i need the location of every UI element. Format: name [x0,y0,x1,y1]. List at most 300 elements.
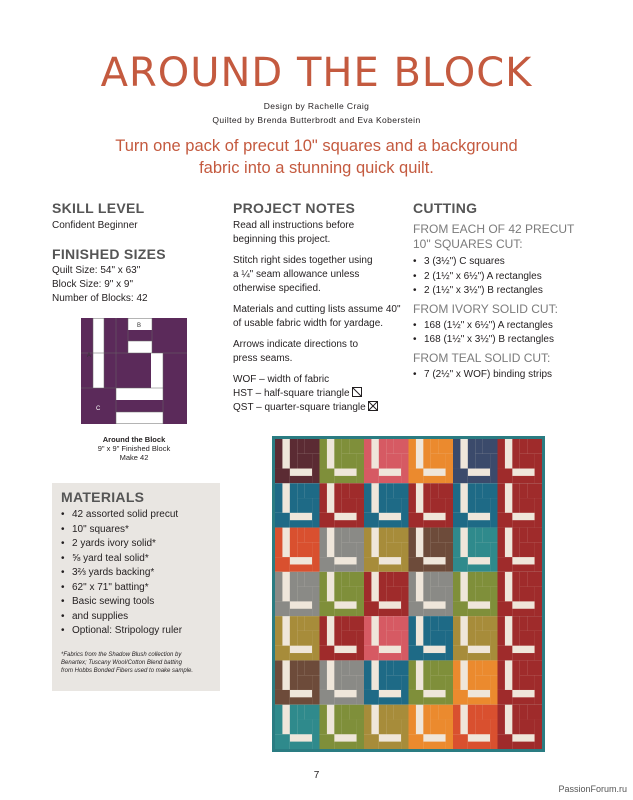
quilt-patch [320,690,335,705]
cutting-item: • 168 (1½" x 6½") A rectangles [413,319,603,334]
quilt-patch [475,719,490,734]
quilt-patch [409,557,424,572]
quilt-patch [357,542,364,572]
quilt-patch [498,513,513,528]
qst-text: QST – quarter-square triangle [233,402,366,413]
quilt-patch [290,697,312,704]
quilt-patch [512,660,519,690]
quilt-patch [290,742,312,749]
purple-strip [128,330,152,341]
quilt-patch [409,690,424,705]
quilt-patch [431,587,446,602]
quilt-patch [475,528,482,543]
quilt-patch [475,675,490,690]
quilt-patch [320,439,327,469]
quilt-patch [423,572,430,602]
quilt-patch [490,498,497,528]
quilt-patch [290,520,312,527]
wof-definition: WOF – width of fabric [233,374,330,385]
quilt-patch [431,439,438,454]
quilt-patch [386,660,393,675]
block-size: Block Size: 9" x 9" [52,279,134,290]
quilt-patch [349,439,364,454]
quilt-patch [275,601,290,616]
quilt-patch [320,601,335,616]
quilt-patch [401,587,408,617]
note-line: *Fabrics from the Shadow Blush collection by [61,652,182,658]
quilt-patch [349,660,364,675]
block-caption [61,435,207,462]
quilt-patch [475,454,490,469]
cutting-list-2 [413,319,603,348]
quilt-patch [305,660,320,675]
purple-square [116,353,151,388]
quilt-patch [423,483,430,513]
quilt-patch [320,616,327,646]
quilt-patch [342,572,349,587]
note-text: Arrows indicate directions to [233,339,359,350]
block-count: Number of Blocks: 42 [52,293,148,304]
quilt-patch [512,653,534,660]
quilt-patch [409,483,416,513]
hst-definition [233,387,403,401]
quilt-patch [453,557,468,572]
quilt-patch [475,572,482,587]
quilt-patch [483,439,498,454]
quilt-patch [520,587,535,602]
quilt-patch [453,572,460,602]
quilt-patch [364,513,379,528]
quilt-patch [520,675,535,690]
quilt-patch [379,520,401,527]
quilt-patch [320,646,335,661]
materials-list [61,508,216,639]
quilt-patch [379,742,401,749]
quilt-patch [498,690,513,705]
purple-strip [116,400,163,412]
quilt-patch [446,542,453,572]
quilt-patch [453,660,460,690]
quilt-patch [342,675,357,690]
cutting-subheading: FROM IVORY SOLID CUT: [413,301,558,316]
quilt-patch [275,557,290,572]
page-number: 7 [313,770,320,781]
quilt-patch [490,675,497,705]
quilt-patch [305,616,320,631]
cutting-list-1 [413,255,603,299]
quilt-patch [386,542,401,557]
material-item: • Basic sewing tools [61,595,216,610]
quilt-patch [520,719,535,734]
quilt-patch [357,675,364,705]
quilt-patch [312,542,319,572]
quilt-patch [312,675,319,705]
quilt-patch [305,439,320,454]
quilt-patch [334,476,356,483]
quilt-patch [297,675,312,690]
quilt-patch [334,528,341,558]
quilt-patch [379,528,386,558]
material-item: • ⅝ yard teal solid* [61,552,216,567]
quilt-patch [431,483,438,498]
quilt-patch [334,742,356,749]
quilt-patch [520,483,527,498]
quilt-patch [349,572,364,587]
quilt-patch [498,557,513,572]
quilt-credit: Quilted by Brenda Butterbrodt and Eva Koberstein [212,115,421,125]
quilt-patch [431,616,438,631]
quilt-patch [290,705,297,735]
quilt-patch [453,690,468,705]
quilt-patch [320,572,327,602]
quilt-patch [386,439,393,454]
quilt-patch [512,439,519,469]
quilt-patch [290,609,312,616]
quilt-patch [490,719,497,749]
caption-title: Around the Block [102,435,166,444]
quilt-patch [364,572,371,602]
quilt-patch [305,572,320,587]
note-text: a ¼" seam allowance unless [233,269,360,280]
quilt-patch [423,528,430,558]
quilt-patch [357,587,364,617]
quilt-patch [394,616,409,631]
quilt-patch [297,454,312,469]
quilt-patch [453,483,460,513]
quilt-patch [401,542,408,572]
quilt-patch [409,616,416,646]
purple-strip [175,353,187,424]
quilt-patch [394,572,409,587]
quilt-patch [305,483,320,498]
quilt-patch [512,616,519,646]
quilt-patch [290,439,297,469]
cutting-heading: CUTTING [413,200,478,216]
quilt-patch [394,660,409,675]
cutting-item: • 2 (1½" x 6½") A rectangles [413,270,603,285]
qst-icon [368,401,378,411]
quilt-patch [275,528,282,558]
quilt-patch [297,631,312,646]
cutting-section [413,222,603,382]
quilt-patch [401,675,408,705]
quilt-patch [468,439,475,469]
quilt-patch [401,631,408,661]
quilt-patch [475,631,490,646]
note-text: otherwise specified. [233,283,321,294]
quilt-patch [357,498,364,528]
quilt-patch [438,660,453,675]
quilt-patch [468,528,475,558]
quilt-patch [334,520,356,527]
quilt-patch [520,542,535,557]
note-text: Read all instructions before [233,220,355,231]
quilt-patch [386,528,393,543]
material-item: • 42 assorted solid precut [61,508,216,523]
quilt-patch [527,483,542,498]
quilt-patch [512,520,534,527]
note-text: press seams. [233,353,293,364]
caption-make: Make 42 [119,453,149,462]
quilt-patch [535,498,542,528]
quilt-patch [386,616,393,631]
quilt-patch [431,454,446,469]
quilt-patch [275,690,290,705]
quilt-patch [535,631,542,661]
quilt-patch [468,697,490,704]
quilt-patch [379,483,386,513]
quilt-patch [468,653,490,660]
quilt-patch [490,631,497,661]
quilt-patch [386,498,401,513]
quilt-patch [446,454,453,484]
materials-note [61,651,219,675]
quilt-patch [468,564,490,571]
quilt-patch [379,609,401,616]
quilt-patch [342,528,349,543]
quilt-patch [446,719,453,749]
purple-strip [116,318,128,353]
quilt-patch [512,483,519,513]
quilt-patch [446,498,453,528]
quilt-patch [312,631,319,661]
quilt-patch [468,572,475,602]
quilt-patch [379,705,386,735]
quilt-patch [275,616,282,646]
quilt-patch [349,616,364,631]
page-title: AROUND THE BLOCK [100,50,533,96]
quilt-patch [483,528,498,543]
quilt-patch [535,675,542,705]
quilt-patch [297,719,312,734]
quilt-patch [379,572,386,602]
quilt-patch [394,483,409,498]
quilt-patch [535,454,542,484]
purple-strip [163,353,175,424]
sizes-heading: FINISHED SIZES [52,246,166,262]
cutting-subheading: 10" SQUARES CUT: [413,237,523,251]
materials-box [52,483,220,691]
quilt-patch [401,498,408,528]
quilt-patch [379,439,386,469]
quilt-patch [535,719,542,749]
quilt-patch [379,660,386,690]
quilt-patch [468,742,490,749]
quilt-patch [498,439,505,469]
quilt-patch [423,564,445,571]
quilt-patch [364,690,379,705]
note-line: from Hobbs Bonded Fibers used to make sample. [61,668,194,674]
quilt-patch [520,528,527,543]
note-text: Stitch right sides together using [233,255,373,266]
quilt-patch [312,454,319,484]
quilt-patch [364,705,371,735]
quilt-patch [453,616,460,646]
cutting-item: • 7 (2½" x WOF) binding strips [413,368,603,383]
quilt-patch [334,616,341,646]
quilt-patch [364,734,379,749]
quilt-patch [394,439,409,454]
quilt-patch [334,564,356,571]
quilt-patch [423,653,445,660]
quilt-patch [527,528,542,543]
quilt-patch [290,572,297,602]
quilt-patch [468,520,490,527]
quilt-patch [520,631,535,646]
quilt-patch [453,513,468,528]
cutting-subheading: FROM TEAL SOLID CUT: [413,350,551,365]
quilt-patch [468,705,475,735]
quilt-patch [520,454,535,469]
quilt-patch [275,646,290,661]
quilt-patch [379,476,401,483]
quilt-patch [364,601,379,616]
quilt-patch [320,734,335,749]
quilt-patch [423,520,445,527]
quilt-patch [334,572,341,602]
quilt-patch [483,616,498,631]
quilt-patch [364,439,371,469]
quilt-patch [498,660,505,690]
quilt-patch [364,616,371,646]
quilt-patch [490,454,497,484]
quilt-patch [409,572,416,602]
quilt-patch [320,660,327,690]
quilt-patch [431,542,446,557]
quilt-patch [527,616,542,631]
quilt-photo [272,436,545,752]
quilt-patch [401,454,408,484]
quilt-patch [275,439,282,469]
quilt-patch [409,705,416,735]
tagline-line-1: Turn one pack of precut 10" squares and a background [115,137,518,155]
quilt-patch [431,675,446,690]
quilt-patch [349,705,364,720]
quilt-patch [431,660,438,675]
caption-size: 9" x 9" Finished Block [97,444,171,453]
quilt-patch [275,483,282,513]
quilt-patch [520,705,527,720]
quilt-patch [475,483,482,498]
quilt-patch [386,572,393,587]
quilt-patch [512,742,534,749]
quilt-patch [290,528,297,558]
quilt-patch [334,483,341,513]
quilt-patch [349,483,364,498]
quilt-patch [320,528,327,558]
block-diagram [81,318,187,424]
quilt-patch [275,660,282,690]
quilt-patch [512,476,534,483]
quilt-patch [334,653,356,660]
quilt-patch [379,653,401,660]
quilt-patch [423,660,430,690]
design-credit: Design by Rachelle Craig [263,101,370,111]
quilt-patch [498,601,513,616]
quilt-patch [297,587,312,602]
material-item: • 10" squares* [61,523,216,538]
quilt-patch [342,439,349,454]
quilt-patch [490,587,497,617]
quilt-patch [275,734,290,749]
material-item: • 3⅔ yards backing* [61,566,216,581]
quilt-patch [394,528,409,543]
material-item: • 62" x 71" batting* [61,581,216,596]
quilt-patch [409,439,416,469]
quilt-patch [386,719,401,734]
quilt-patch [409,660,416,690]
cutting-subheading: FROM EACH OF 42 PRECUT [413,222,575,236]
quilt-patch [364,528,371,558]
quilt-patch [320,557,335,572]
quilt-patch [401,719,408,749]
quilt-patch [512,609,534,616]
quilt-patch [342,660,349,675]
quilt-patch [475,542,490,557]
quilt-patch [498,705,505,735]
quilt-patch [423,697,445,704]
quilt-patch [394,705,409,720]
quilt-patch [423,705,430,735]
quilt-patch [475,498,490,513]
quilt-patch [423,742,445,749]
quilt-patch [431,528,438,543]
quilt-patch [498,469,513,484]
quilt-patch [431,498,446,513]
hst-text: HST – half-square triangle [233,388,350,399]
quilt-patch [468,660,475,690]
quilt-patch [290,616,297,646]
skill-value: Confident Beginner [52,220,138,231]
quilt-patch [342,498,357,513]
quilt-patch [520,498,535,513]
quilt-patch [438,528,453,543]
quilt-patch [483,572,498,587]
quilt-patch [527,572,542,587]
quilt-patch [334,660,341,690]
quilt-patch [386,454,401,469]
watermark: PassionForum.ru [558,784,627,794]
quilt-patch [386,483,393,498]
quilt-patch [453,646,468,661]
quilt-patch [498,734,513,749]
quilt-patch [275,572,282,602]
quilt-patch [527,705,542,720]
quilt-patch [342,587,357,602]
quilt-patch [453,705,460,735]
quilt-patch [290,476,312,483]
quilt-patch [431,705,438,720]
quilt-patch [498,572,505,602]
quilt-patch [364,469,379,484]
quilt-patch [453,439,460,469]
quilt-patch [290,564,312,571]
quilt-patch [342,542,357,557]
quilt-patch [512,697,534,704]
quilt-patch [342,719,357,734]
quilt-patch [386,631,401,646]
quilt-patch [453,469,468,484]
quilt-patch [498,528,505,558]
tagline [100,135,533,179]
notes-body [233,219,403,415]
quilt-patch [357,719,364,749]
quilt-patch [423,439,430,469]
quilt-patch [364,646,379,661]
quilt-patch [320,483,327,513]
quilt-patch [275,705,282,735]
quilt-patch [409,469,424,484]
